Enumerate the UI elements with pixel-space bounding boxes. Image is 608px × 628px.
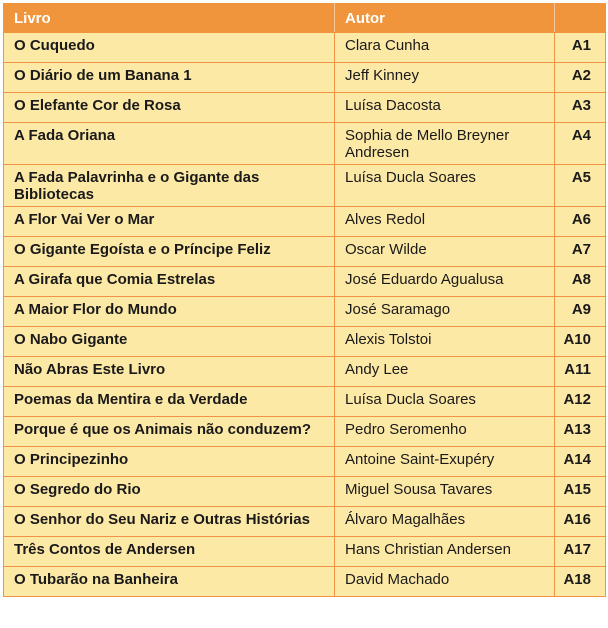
book-author: Andy Lee xyxy=(335,357,555,387)
table-header xyxy=(4,4,606,33)
book-title: A Flor Vai Ver o Mar xyxy=(4,207,335,237)
book-code: A4 xyxy=(555,123,606,165)
book-author: Antoine Saint-Exupéry xyxy=(335,447,555,477)
book-title: Porque é que os Animais não conduzem? xyxy=(4,417,335,447)
table-row xyxy=(4,507,606,537)
book-author: Álvaro Magalhães xyxy=(335,507,555,537)
book-author: José Saramago xyxy=(335,297,555,327)
book-author: Luísa Dacosta xyxy=(335,93,555,123)
book-code: A14 xyxy=(555,447,606,477)
book-title: Não Abras Este Livro xyxy=(4,357,335,387)
book-code: A1 xyxy=(555,33,606,63)
book-code: A12 xyxy=(555,387,606,417)
table-row xyxy=(4,567,606,597)
book-title: O Senhor do Seu Nariz e Outras Histórias xyxy=(4,507,335,537)
header-row xyxy=(4,4,606,33)
book-code: A11 xyxy=(555,357,606,387)
table-row xyxy=(4,93,606,123)
book-code: A9 xyxy=(555,297,606,327)
book-code: A2 xyxy=(555,63,606,93)
table-row xyxy=(4,165,606,207)
book-title: A Girafa que Comia Estrelas xyxy=(4,267,335,297)
book-author: Jeff Kinney xyxy=(335,63,555,93)
book-author: Hans Christian Andersen xyxy=(335,537,555,567)
book-author: Alves Redol xyxy=(335,207,555,237)
column-header-book: Livro xyxy=(4,4,335,33)
book-author: Luísa Ducla Soares xyxy=(335,165,555,207)
book-author: Miguel Sousa Tavares xyxy=(335,477,555,507)
book-code: A13 xyxy=(555,417,606,447)
book-code: A17 xyxy=(555,537,606,567)
book-author: Sophia de Mello Breyner Andresen xyxy=(335,123,555,165)
book-code: A6 xyxy=(555,207,606,237)
table-row xyxy=(4,267,606,297)
book-author: José Eduardo Agualusa xyxy=(335,267,555,297)
book-title: O Diário de um Banana 1 xyxy=(4,63,335,93)
table-row xyxy=(4,327,606,357)
table-body xyxy=(4,33,606,597)
book-author: David Machado xyxy=(335,567,555,597)
book-title: A Maior Flor do Mundo xyxy=(4,297,335,327)
book-title: O Tubarão na Banheira xyxy=(4,567,335,597)
book-title: A Fada Oriana xyxy=(4,123,335,165)
table-row xyxy=(4,33,606,63)
book-code: A3 xyxy=(555,93,606,123)
table-row xyxy=(4,63,606,93)
book-title: O Cuquedo xyxy=(4,33,335,63)
book-title: Poemas da Mentira e da Verdade xyxy=(4,387,335,417)
book-title: O Segredo do Rio xyxy=(4,477,335,507)
table-row xyxy=(4,387,606,417)
book-code: A15 xyxy=(555,477,606,507)
table-row xyxy=(4,207,606,237)
book-code: A10 xyxy=(555,327,606,357)
book-author: Oscar Wilde xyxy=(335,237,555,267)
table-row xyxy=(4,297,606,327)
book-author: Pedro Seromenho xyxy=(335,417,555,447)
book-code: A7 xyxy=(555,237,606,267)
column-header-code xyxy=(555,4,606,33)
book-author: Clara Cunha xyxy=(335,33,555,63)
book-list-table xyxy=(3,3,606,597)
book-title: O Elefante Cor de Rosa xyxy=(4,93,335,123)
table-row xyxy=(4,237,606,267)
book-code: A5 xyxy=(555,165,606,207)
book-code: A18 xyxy=(555,567,606,597)
book-title: A Fada Palavrinha e o Gigante das Bibliotecas xyxy=(4,165,335,207)
book-author: Luísa Ducla Soares xyxy=(335,387,555,417)
table-row xyxy=(4,537,606,567)
table-row xyxy=(4,357,606,387)
book-title: Três Contos de Andersen xyxy=(4,537,335,567)
table-row xyxy=(4,417,606,447)
table-row xyxy=(4,447,606,477)
book-code: A16 xyxy=(555,507,606,537)
table-row xyxy=(4,123,606,165)
book-author: Alexis Tolstoi xyxy=(335,327,555,357)
book-title: O Principezinho xyxy=(4,447,335,477)
book-code: A8 xyxy=(555,267,606,297)
column-header-author: Autor xyxy=(335,4,555,33)
book-title: O Nabo Gigante xyxy=(4,327,335,357)
table-row xyxy=(4,477,606,507)
book-title: O Gigante Egoísta e o Príncipe Feliz xyxy=(4,237,335,267)
